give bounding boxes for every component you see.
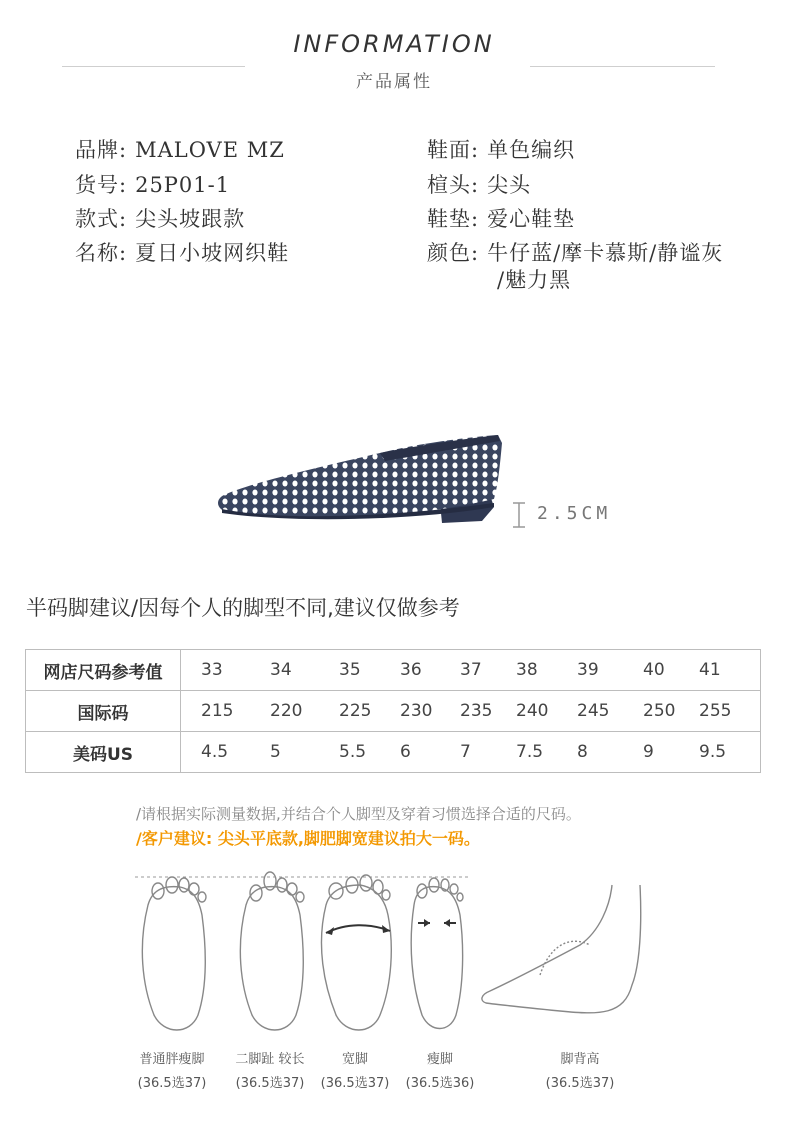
info-toe [427, 169, 531, 199]
info-value: 夏日小坡网织鞋 [135, 241, 290, 265]
table-cell: 34 [270, 660, 292, 680]
info-value: 单色编织 [487, 138, 576, 162]
table-cell: 215 [201, 701, 234, 721]
info-key: 鞋垫: [427, 207, 480, 231]
table-cell: 5 [270, 742, 281, 762]
table-cell: 9 [643, 742, 654, 762]
table-cell: 4.5 [201, 742, 229, 762]
table-cell: 235 [460, 701, 493, 721]
foot-type-range: (36.5选37) [137, 1076, 207, 1091]
info-value: MALOVE MZ [135, 138, 285, 162]
row-header: 国际码 [26, 691, 181, 732]
table-cell: 33 [201, 660, 223, 680]
table-cell: 225 [339, 701, 372, 721]
heel-height-marker [512, 502, 526, 528]
table-cell: 40 [643, 660, 665, 680]
table-cell: 240 [516, 701, 549, 721]
info-key: 品牌: [75, 138, 128, 162]
info-key: 货号: [75, 173, 128, 197]
foot-types-illustration [120, 865, 680, 1045]
table-cell: 220 [270, 701, 303, 721]
size-table [25, 649, 761, 773]
foot-type-range: (36.5选37) [235, 1076, 305, 1091]
info-key: 鞋面: [427, 138, 480, 162]
info-value: 尖头坡跟款 [135, 207, 246, 231]
info-value: 牛仔蓝/摩卡慕斯/静谧灰 [487, 241, 724, 265]
info-color [427, 237, 723, 267]
info-upper [427, 134, 575, 164]
table-cell: 6 [400, 742, 411, 762]
info-value: 尖头 [487, 173, 532, 197]
table-cell: 5.5 [339, 742, 367, 762]
info-insole [427, 203, 575, 233]
section-title: INFORMATION [293, 30, 495, 58]
table-cell: 36 [400, 660, 422, 680]
row-values [181, 732, 761, 773]
info-item-number [75, 169, 230, 199]
info-key: 颜色: [427, 241, 480, 265]
table-cell: 8 [577, 742, 588, 762]
table-row [26, 691, 761, 732]
info-value: 爱心鞋垫 [487, 207, 576, 231]
table-row [26, 650, 761, 691]
table-cell: 41 [699, 660, 721, 680]
info-value: 25P01-1 [135, 173, 231, 197]
foot-type-label: 脚背高 [560, 1052, 600, 1067]
table-cell: 255 [699, 701, 732, 721]
table-cell: 245 [577, 701, 610, 721]
info-key: 名称: [75, 241, 128, 265]
info-style [75, 203, 245, 233]
foot-type-label: 普通胖瘦脚 [139, 1052, 205, 1067]
foot-type-label: 二脚趾 较长 [235, 1052, 305, 1067]
info-brand [75, 134, 285, 164]
info-color-continued: /魅力黑 [497, 268, 572, 292]
foot-type-range: (36.5选36) [405, 1076, 475, 1091]
info-name [75, 237, 289, 267]
size-advice: 半码脚建议/因每个人的脚型不同,建议仅做参考 [26, 596, 460, 620]
shoe-image [210, 425, 510, 525]
info-key: 款式: [75, 207, 128, 231]
foot-type-range: (36.5选37) [545, 1076, 615, 1091]
row-header: 美码US [26, 732, 181, 773]
foot-type-range: (36.5选37) [320, 1076, 390, 1091]
table-row [26, 732, 761, 773]
heel-height-label: 2.5CM [537, 503, 612, 524]
row-values [181, 650, 761, 691]
table-cell: 37 [460, 660, 482, 680]
foot-type-label: 宽脚 [341, 1052, 368, 1067]
customer-advice: /客户建议: 尖头平底款,脚肥脚宽建议拍大一码。 [136, 829, 480, 848]
info-key: 楦头: [427, 173, 480, 197]
table-cell: 230 [400, 701, 433, 721]
table-cell: 39 [577, 660, 599, 680]
row-values [181, 691, 761, 732]
table-cell: 7 [460, 742, 471, 762]
table-cell: 9.5 [699, 742, 727, 762]
table-cell: 250 [643, 701, 676, 721]
table-cell: 35 [339, 660, 361, 680]
row-header: 网店尺码参考值 [26, 650, 181, 691]
measure-note: /请根据实际测量数据,并结合个人脚型及穿着习惯选择合适的尺码。 [136, 805, 581, 823]
table-cell: 38 [516, 660, 538, 680]
section-subtitle: 产品属性 [356, 72, 432, 92]
foot-type-label: 瘦脚 [426, 1052, 453, 1067]
table-cell: 7.5 [516, 742, 544, 762]
